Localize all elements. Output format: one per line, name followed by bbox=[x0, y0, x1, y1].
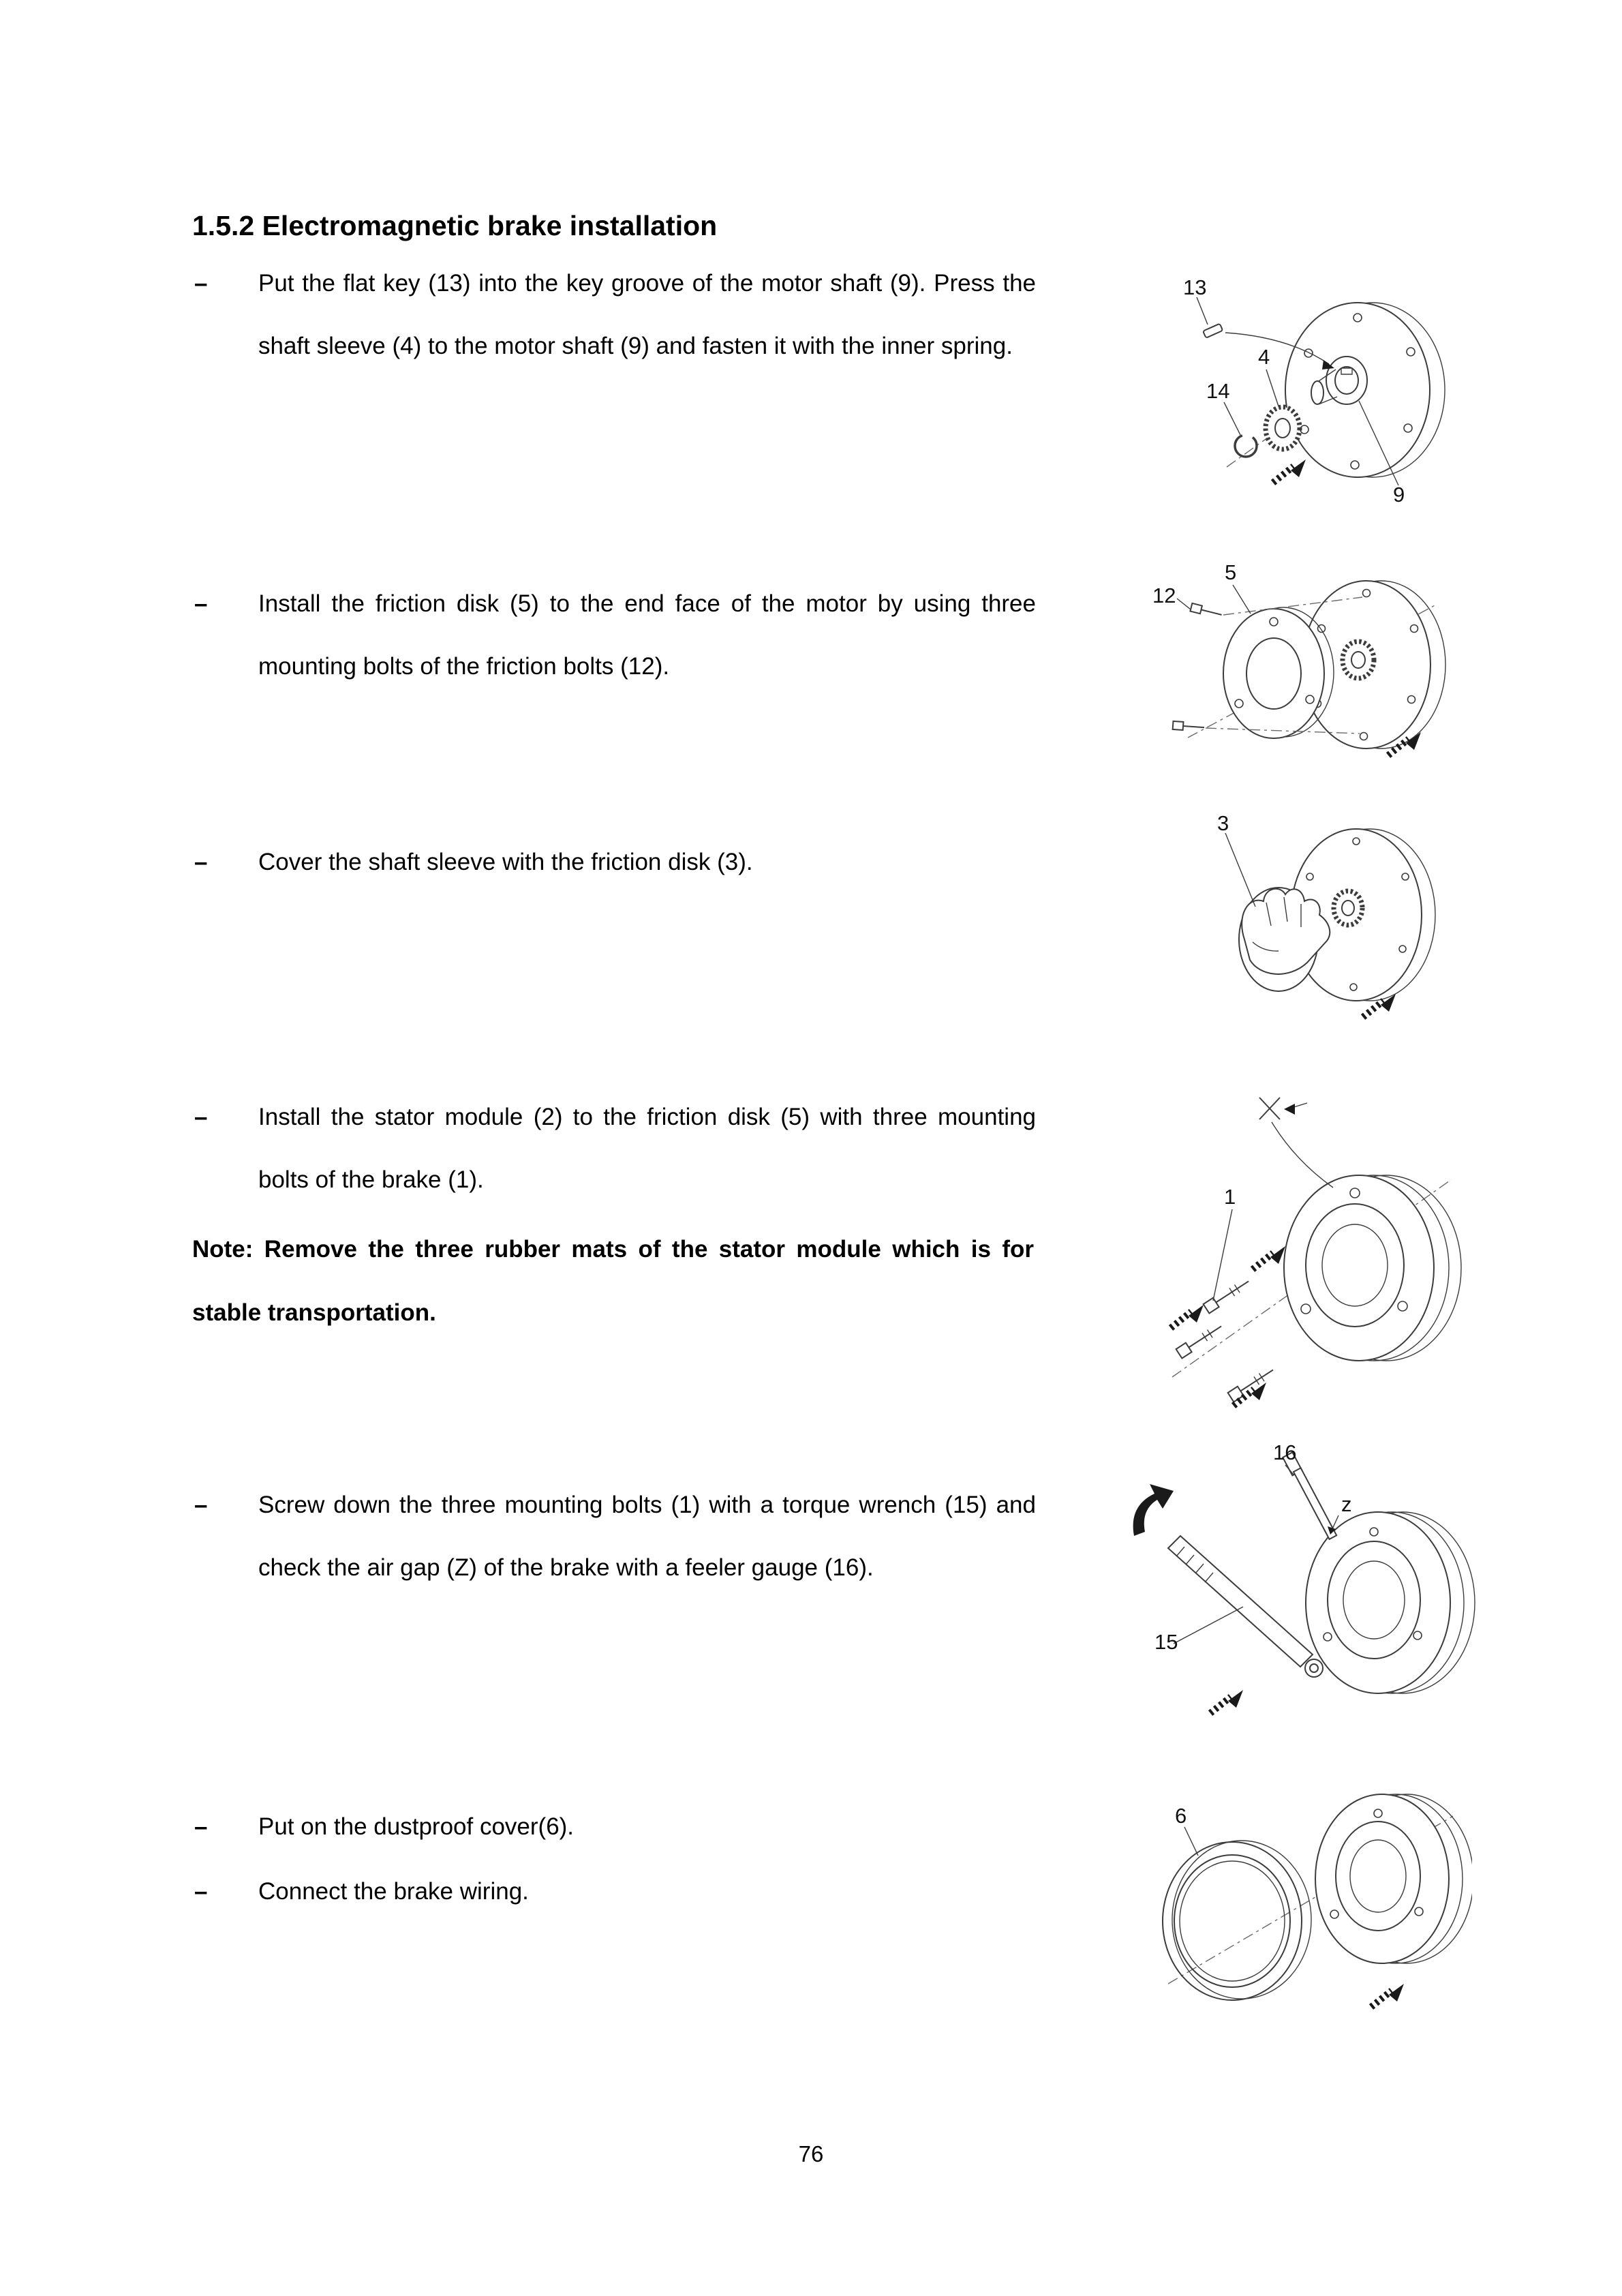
install-direction-arrow bbox=[1210, 1690, 1243, 1713]
part-label-shaft-sleeve: 4 bbox=[1258, 345, 1270, 369]
part-label-dustproof-cover: 6 bbox=[1175, 1804, 1187, 1828]
install-direction-arrow bbox=[1171, 1305, 1204, 1328]
figure-step5-torque-wrench-feeler-gauge bbox=[1111, 1435, 1479, 1721]
install-direction-arrow bbox=[1273, 459, 1306, 483]
torque-wrench bbox=[1168, 1536, 1323, 1677]
page-number: 76 bbox=[798, 2141, 824, 2166]
callout-line bbox=[1225, 833, 1255, 907]
part-label-motor-shaft: 9 bbox=[1393, 483, 1405, 504]
flat-key bbox=[1203, 324, 1223, 338]
part-label-mounting-bolt: 1 bbox=[1224, 1185, 1236, 1209]
instruction-step-4 bbox=[194, 1086, 1036, 1211]
part-label-mounting-bolt: 12 bbox=[1152, 584, 1176, 607]
callout-lines bbox=[1177, 585, 1251, 614]
mounting-bolt bbox=[1173, 721, 1205, 731]
bullet-dash: – bbox=[194, 590, 208, 617]
callout-line bbox=[1213, 1209, 1232, 1301]
instruction-step-7 bbox=[194, 1860, 1036, 1923]
part-label-inner-spring: 14 bbox=[1206, 379, 1230, 403]
brake-assembly bbox=[1306, 1512, 1475, 1693]
figure-step3-cover-friction-disk bbox=[1193, 804, 1479, 1029]
install-direction-arrow bbox=[1371, 1984, 1404, 2007]
step-text: Connect the brake wiring. bbox=[258, 1878, 529, 1905]
bullet-dash: – bbox=[194, 1813, 208, 1840]
rotation-arrow bbox=[1133, 1484, 1174, 1536]
part-label-friction-disk: 5 bbox=[1225, 560, 1237, 584]
section-heading: 1.5.2 Electromagnetic brake installation bbox=[192, 210, 718, 241]
figure-step2-friction-disk bbox=[1148, 559, 1475, 777]
instruction-step-1 bbox=[194, 252, 1036, 378]
instruction-step-5 bbox=[194, 1474, 1036, 1599]
part-label-flat-key: 13 bbox=[1183, 275, 1207, 299]
instruction-step-3 bbox=[194, 831, 1036, 894]
step-text: Install the stator module (2) to the friction disk (5) with three mounting bolts of the brake (1). bbox=[258, 1104, 1036, 1193]
mounting-bolt bbox=[1190, 603, 1223, 619]
bullet-dash: – bbox=[194, 1104, 208, 1130]
bullet-dash: – bbox=[194, 849, 208, 875]
note-text: Note: Remove the three rubber mats of the stator module which is for stable transportation. bbox=[192, 1236, 1034, 1326]
figure-step4-stator-module bbox=[1131, 1084, 1472, 1411]
step-text: Put on the dustproof cover(6). bbox=[258, 1813, 575, 1840]
step-text: Put the flat key (13) into the key groove of the motor shaft (9). Press the shaft sleeve (4) to the motor shaft (9) and fasten it with the inner spring. bbox=[258, 270, 1036, 359]
mounting-bolt bbox=[1176, 1322, 1225, 1359]
figure-step6-dustproof-cover bbox=[1145, 1759, 1472, 2025]
bullet-dash: – bbox=[194, 1878, 208, 1905]
step-text: Install the friction disk (5) to the end face of the motor by using three mounting bolts of the friction bolts (12). bbox=[258, 590, 1036, 680]
step-text: Cover the shaft sleeve with the friction disk (3). bbox=[258, 849, 753, 875]
stator-module bbox=[1284, 1175, 1461, 1361]
rubber-mat-remove-cross bbox=[1259, 1098, 1333, 1188]
install-direction-arrow bbox=[1253, 1246, 1285, 1269]
step-text: Screw down the three mounting bolts (1) with a torque wrench (15) and check the air gap (Z) of the brake with a feeler gauge (16). bbox=[258, 1492, 1036, 1581]
part-label-torque-wrench: 15 bbox=[1154, 1630, 1178, 1654]
part-label-friction-disk: 3 bbox=[1217, 811, 1229, 835]
brake-assembly bbox=[1315, 1794, 1472, 1963]
callout-line bbox=[1184, 1827, 1198, 1856]
instruction-step-6 bbox=[194, 1796, 1036, 1858]
motor-flange bbox=[1285, 303, 1445, 477]
mounting-bolt bbox=[1204, 1277, 1252, 1314]
bullet-dash: – bbox=[194, 270, 208, 297]
instruction-step-2 bbox=[194, 573, 1036, 698]
figure-step1-flat-key-and-sleeve bbox=[1159, 266, 1472, 504]
dustproof-cover bbox=[1163, 1841, 1311, 2000]
bullet-dash: – bbox=[194, 1492, 208, 1518]
motor-shaft-stub bbox=[1311, 381, 1323, 404]
part-label-air-gap: z bbox=[1341, 1492, 1352, 1516]
shaft-sleeve-gear bbox=[1266, 407, 1300, 449]
part-label-feeler-gauge: 16 bbox=[1273, 1440, 1297, 1464]
mounting-bolt bbox=[1228, 1365, 1276, 1402]
